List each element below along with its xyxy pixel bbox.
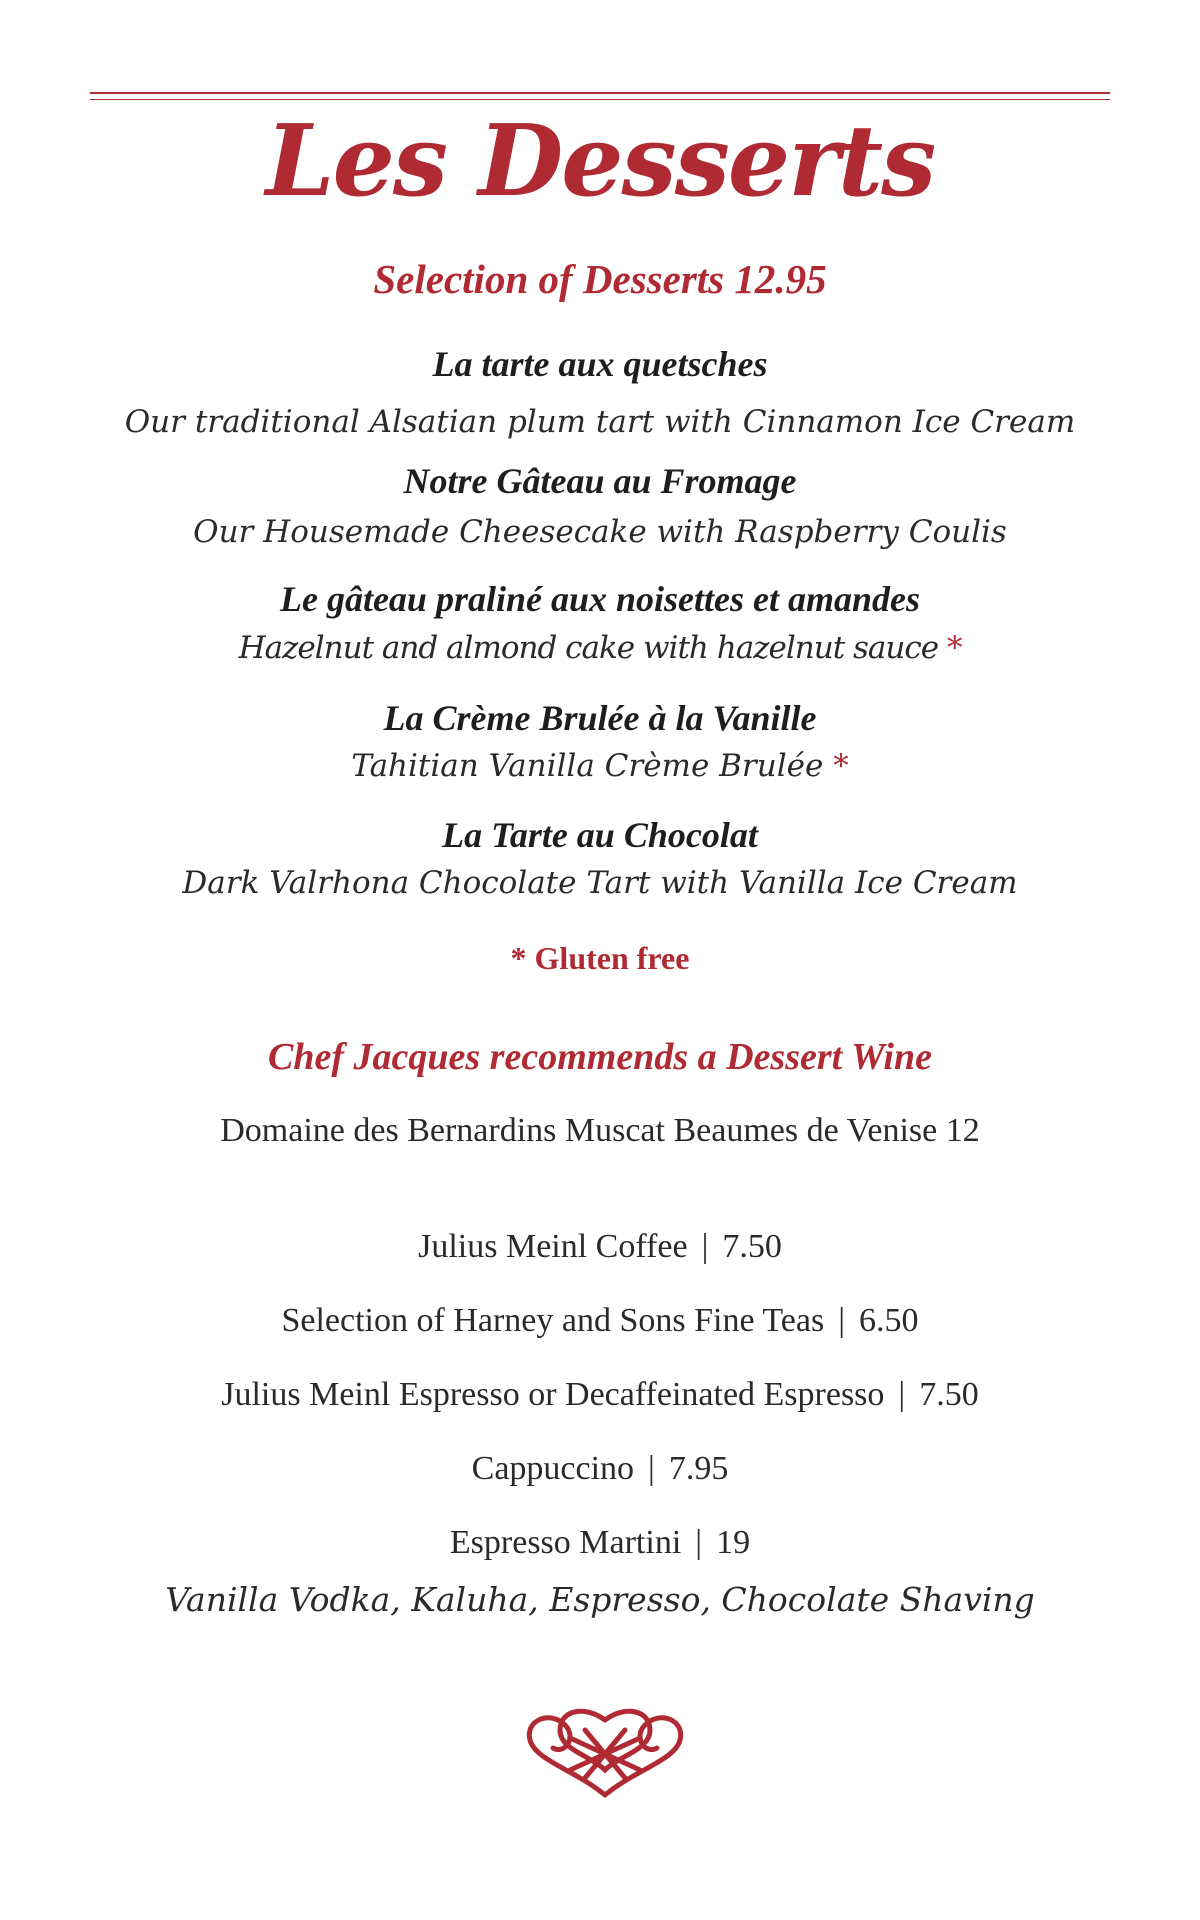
dessert-name: La Crème Brulée à la Vanille — [383, 698, 817, 738]
dessert-description: Our traditional Alsatian plum tart with Cinnamon Ice Cream — [124, 404, 1076, 440]
gluten-free-note — [0, 940, 1200, 977]
beverage-price: 6.50 — [859, 1302, 919, 1339]
gluten-free-star: * — [833, 748, 849, 784]
beverage-price: 7.50 — [722, 1228, 782, 1265]
dessert-description: Tahitian Vanilla Crème Brulée — [351, 748, 824, 784]
dessert-description-row — [0, 630, 1200, 666]
price-separator: | — [695, 1524, 703, 1561]
dessert-description-row — [0, 748, 1200, 784]
dessert-name: Le gâteau praliné aux noisettes et amandes — [279, 579, 920, 619]
beverage-row — [0, 1228, 1200, 1266]
beverage-name: Julius Meinl Coffee — [418, 1228, 688, 1265]
beverage-name: Julius Meinl Espresso or Decaffeinated Espresso — [221, 1376, 885, 1413]
wine-item: Domaine des Bernardins Muscat Beaumes de Venise 12 — [220, 1112, 980, 1149]
top-rule-thin — [90, 99, 1110, 100]
dessert-description: Our Housemade Cheesecake with Raspberry Coulis — [193, 514, 1007, 550]
price-separator: | — [648, 1450, 655, 1487]
beverage-price: 7.95 — [668, 1450, 729, 1487]
beverage-row — [0, 1450, 1200, 1488]
beverage-price: 19 — [716, 1524, 751, 1561]
wine-heading: Chef Jacques recommends a Dessert Wine — [268, 1036, 932, 1078]
gluten-free-label: Gluten free — [534, 940, 690, 976]
selection-heading: Selection of Desserts 12.95 — [373, 256, 827, 302]
price-separator: | — [701, 1228, 709, 1265]
dessert-name: Notre Gâteau au Fromage — [403, 461, 797, 501]
beverage-price: 7.50 — [919, 1376, 979, 1413]
dessert-name: La Tarte au Chocolat — [442, 815, 758, 855]
dessert-description: Hazelnut and almond cake with hazelnut sauce — [238, 630, 939, 666]
beverage-row — [0, 1376, 1200, 1414]
dessert-description: Dark Valrhona Chocolate Tart with Vanilla Ice Cream — [182, 865, 1018, 901]
martini-description: Vanilla Vodka, Kaluha, Espresso, Chocolate Shaving — [165, 1580, 1035, 1619]
gluten-free-star: * — [510, 940, 527, 976]
beverage-name: Espresso Martini — [449, 1524, 682, 1561]
price-separator: | — [898, 1376, 906, 1413]
top-rule — [90, 92, 1110, 94]
scroll-flourish-icon — [515, 1700, 695, 1810]
beverage-row — [0, 1302, 1200, 1340]
price-separator: | — [838, 1302, 846, 1339]
beverage-name: Selection of Harney and Sons Fine Teas — [281, 1302, 825, 1339]
page-title: Les Desserts — [265, 104, 935, 219]
dessert-name: La tarte aux quetsches — [432, 344, 768, 384]
beverage-row — [0, 1524, 1200, 1562]
gluten-free-star: * — [946, 630, 962, 666]
beverage-name: Cappuccino — [471, 1450, 635, 1487]
